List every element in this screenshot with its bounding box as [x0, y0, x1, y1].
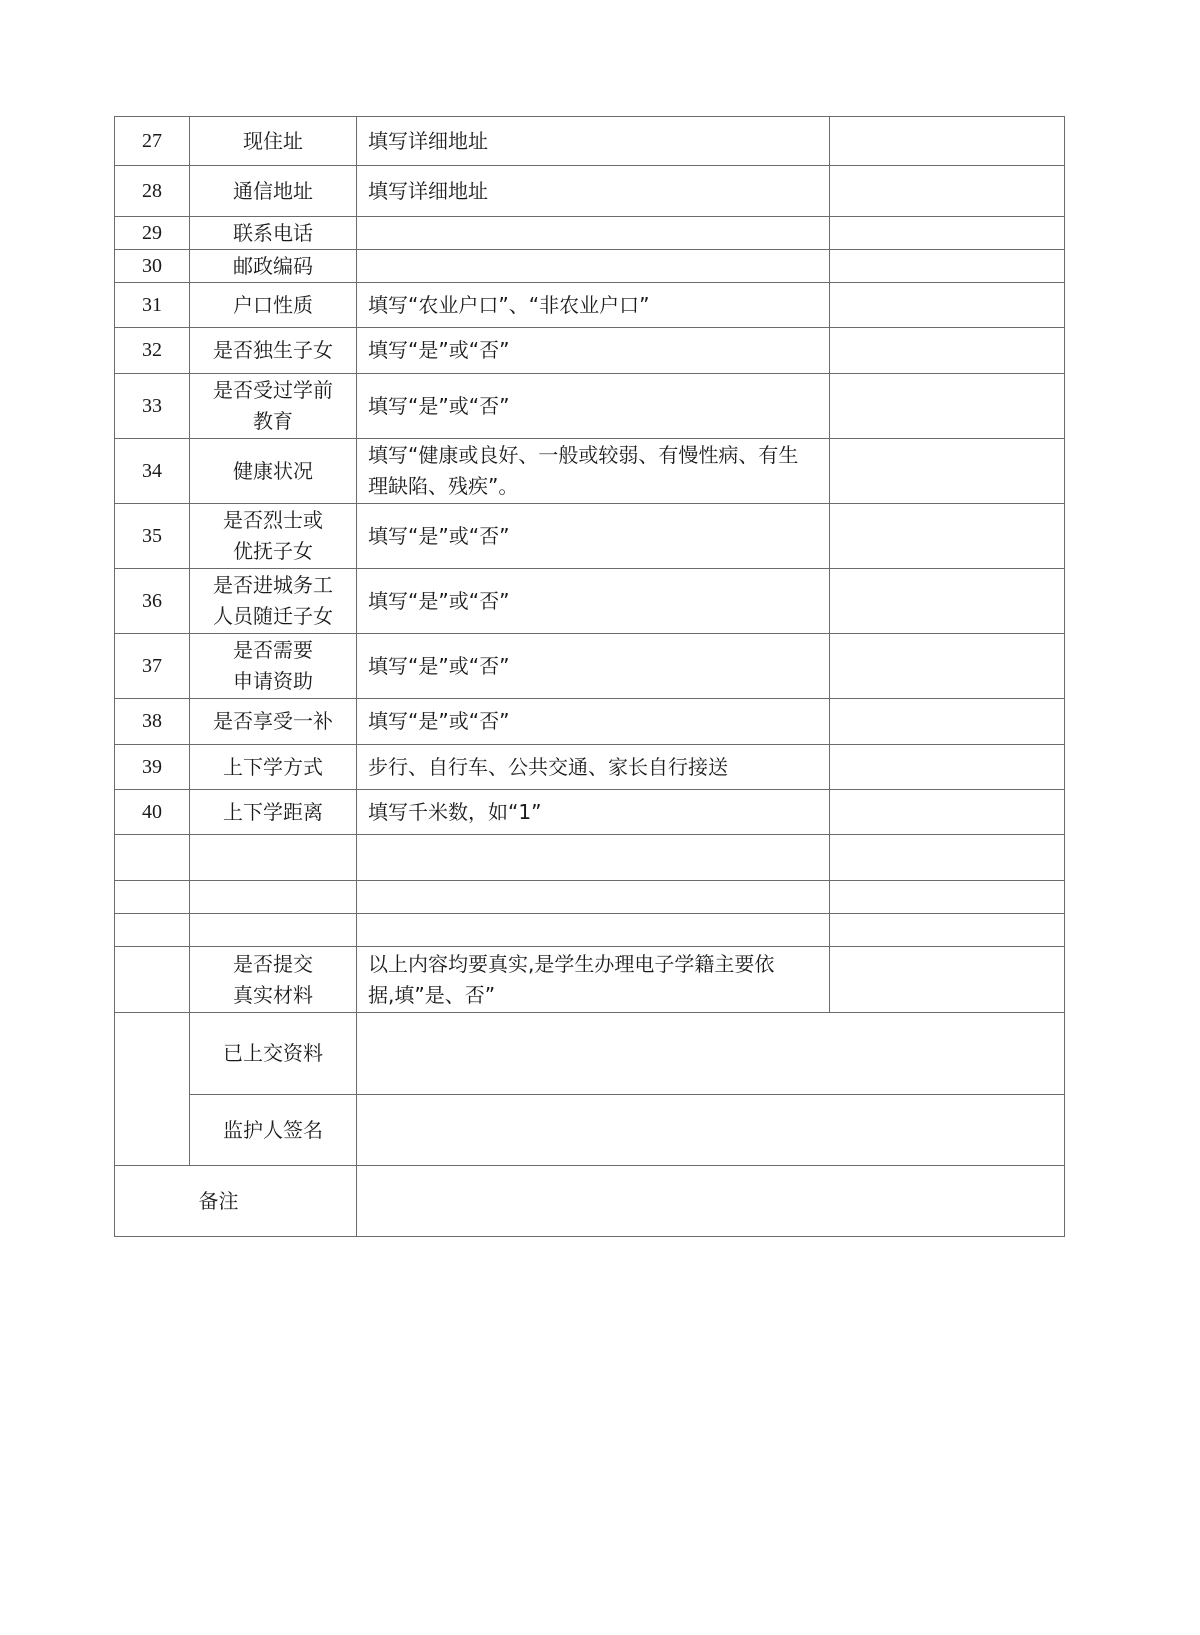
blank-cell[interactable] — [830, 835, 1065, 881]
item-label-line: 优抚子女 — [233, 539, 313, 563]
item-label — [190, 947, 357, 1013]
table-row — [115, 1013, 1065, 1095]
fill-instruction: 填写“是”或“否” — [357, 504, 830, 569]
fill-instruction: 填写“是”或“否” — [357, 699, 830, 745]
remarks-field[interactable] — [357, 1166, 1065, 1237]
form-table — [114, 116, 1065, 1237]
fill-instruction: 填写“是”或“否” — [357, 634, 830, 699]
value-cell[interactable] — [830, 250, 1065, 283]
blank-cell[interactable] — [357, 881, 830, 914]
fill-instruction-line: 填写“健康或良好、一般或较弱、有慢性病、有生 — [368, 443, 799, 467]
item-label-line: 真实材料 — [233, 982, 313, 1007]
fill-instruction: 填写“是”或“否” — [357, 328, 830, 374]
blank-cell[interactable] — [115, 881, 190, 914]
row-number: 34 — [115, 439, 190, 504]
fill-instruction-line: 据,填”是、否” — [368, 982, 496, 1007]
blank-row — [115, 881, 1065, 914]
fill-instruction: 填写详细地址 — [357, 166, 830, 217]
blank-cell[interactable] — [115, 835, 190, 881]
value-cell[interactable] — [830, 745, 1065, 790]
item-label-line: 教育 — [253, 409, 293, 433]
fill-instruction: 填写“农业户口”、“非农业户口” — [357, 283, 830, 328]
item-label: 是否享受一补 — [190, 699, 357, 745]
value-cell[interactable] — [830, 569, 1065, 634]
item-label-line: 是否烈士或 — [223, 508, 323, 532]
value-cell[interactable] — [830, 699, 1065, 745]
value-cell[interactable] — [830, 166, 1065, 217]
table-row — [115, 569, 1065, 634]
fill-instruction — [357, 947, 830, 1013]
value-cell[interactable] — [830, 217, 1065, 250]
submitted-materials-field[interactable] — [357, 1013, 1065, 1095]
value-cell[interactable] — [830, 328, 1065, 374]
row-number: 37 — [115, 634, 190, 699]
table-row — [115, 439, 1065, 504]
item-label-line: 是否需要 — [233, 638, 313, 662]
row-number: 38 — [115, 699, 190, 745]
row-number: 40 — [115, 790, 190, 835]
item-label — [190, 504, 357, 569]
item-label-line: 是否进城务工 — [213, 573, 333, 597]
table-row — [115, 504, 1065, 569]
item-label: 户口性质 — [190, 283, 357, 328]
table-row — [115, 947, 1065, 1013]
row-number: 33 — [115, 374, 190, 439]
fill-instruction: 步行、自行车、公共交通、家长自行接送 — [357, 745, 830, 790]
guardian-signature-label: 监护人签名 — [190, 1095, 357, 1166]
item-label: 通信地址 — [190, 166, 357, 217]
blank-row — [115, 914, 1065, 947]
blank-cell[interactable] — [115, 914, 190, 947]
value-cell[interactable] — [830, 117, 1065, 166]
item-label: 上下学距离 — [190, 790, 357, 835]
table-row — [115, 634, 1065, 699]
item-label-line: 人员随迁子女 — [213, 604, 333, 628]
blank-cell — [115, 1095, 190, 1166]
row-number: 27 — [115, 117, 190, 166]
table-row — [115, 790, 1065, 835]
fill-instruction: 填写详细地址 — [357, 117, 830, 166]
fill-instruction-line: 理缺陷、残疾”。 — [368, 474, 519, 498]
table-row — [115, 1166, 1065, 1237]
item-label: 现住址 — [190, 117, 357, 166]
table-row — [115, 1095, 1065, 1166]
value-cell[interactable] — [830, 283, 1065, 328]
table-row — [115, 328, 1065, 374]
submitted-materials-label: 已上交资料 — [190, 1013, 357, 1095]
table-row — [115, 117, 1065, 166]
table-row — [115, 217, 1065, 250]
fill-instruction: 填写“是”或“否” — [357, 374, 830, 439]
fill-instruction — [357, 217, 830, 250]
item-label-line: 是否提交 — [233, 951, 313, 976]
item-label-line: 申请资助 — [233, 669, 313, 693]
item-label — [190, 634, 357, 699]
item-label — [190, 569, 357, 634]
blank-cell[interactable] — [190, 914, 357, 947]
table-row — [115, 745, 1065, 790]
row-number: 28 — [115, 166, 190, 217]
table-row — [115, 699, 1065, 745]
row-number: 36 — [115, 569, 190, 634]
table-row — [115, 374, 1065, 439]
item-label: 上下学方式 — [190, 745, 357, 790]
blank-row — [115, 835, 1065, 881]
fill-instruction: 填写千米数，如“1” — [357, 790, 830, 835]
item-label: 是否独生子女 — [190, 328, 357, 374]
item-label-line: 是否受过学前 — [213, 378, 333, 402]
fill-instruction — [357, 439, 830, 504]
blank-cell — [115, 947, 190, 1013]
fill-instruction: 填写“是”或“否” — [357, 569, 830, 634]
value-cell[interactable] — [830, 374, 1065, 439]
item-label — [190, 374, 357, 439]
item-label: 邮政编码 — [190, 250, 357, 283]
fill-instruction-line: 以上内容均要真实,是学生办理电子学籍主要依 — [368, 951, 775, 976]
guardian-signature-field[interactable] — [357, 1095, 1065, 1166]
row-number: 35 — [115, 504, 190, 569]
remarks-label: 备注 — [115, 1166, 357, 1237]
item-label: 健康状况 — [190, 439, 357, 504]
blank-cell[interactable] — [357, 835, 830, 881]
table-row — [115, 250, 1065, 283]
row-number: 39 — [115, 745, 190, 790]
value-cell[interactable] — [830, 790, 1065, 835]
fill-instruction — [357, 250, 830, 283]
blank-cell[interactable] — [830, 914, 1065, 947]
blank-cell[interactable] — [830, 881, 1065, 914]
value-cell[interactable] — [830, 504, 1065, 569]
value-cell[interactable] — [830, 634, 1065, 699]
blank-cell[interactable] — [190, 881, 357, 914]
blank-cell — [115, 1013, 190, 1095]
row-number: 30 — [115, 250, 190, 283]
blank-cell[interactable] — [357, 914, 830, 947]
row-number: 31 — [115, 283, 190, 328]
row-number: 32 — [115, 328, 190, 374]
table-row — [115, 166, 1065, 217]
blank-cell[interactable] — [190, 835, 357, 881]
table-row — [115, 283, 1065, 328]
value-cell[interactable] — [830, 439, 1065, 504]
row-number: 29 — [115, 217, 190, 250]
value-cell[interactable] — [830, 947, 1065, 1013]
item-label: 联系电话 — [190, 217, 357, 250]
